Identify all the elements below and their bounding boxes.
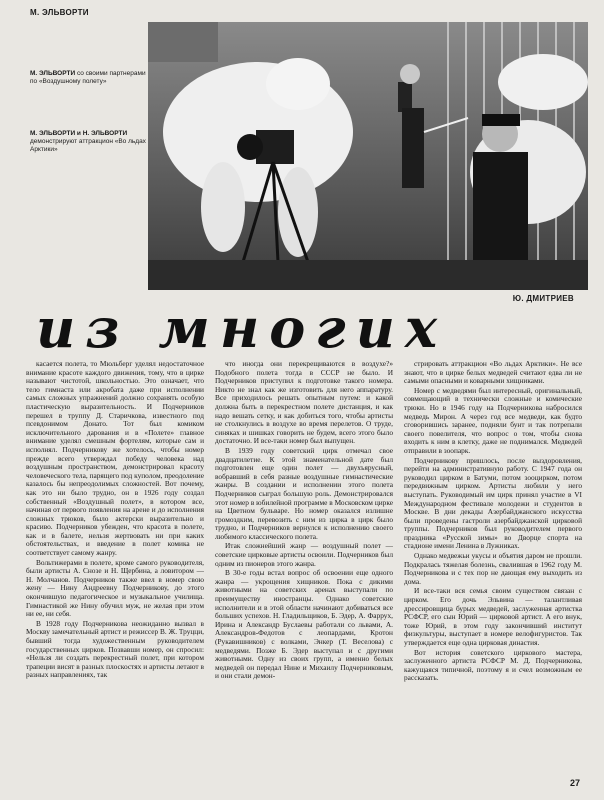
article-title: из многих	[36, 300, 448, 356]
paragraph: Однако медвежьи укусы и объятия даром не прошли. Подкралась тяжелая болезнь, свалившая в 1962 году М. Подчерникова и с тех пор не дающая ему выходить из дома.	[404, 551, 582, 586]
paragraph: В 30-е годы встал вопрос об освоении еще одного жанра — укрощения хищников. Пока с дикими животными на советских аренах выступали по преимуществу иностранцы. Однако советские исполнители и в этой области начинают добиваться все больших успехов. Н. Гладильщиков, Б. Эдер, А. Фаррух, Ирина и Александр Буслаевы работали со львами, А. Александров-Федотов с леопардами, Кротон (Рукавишников) с волками, Энкер (Т. Веселова) с медведями. Позже Б. Эдер выступал и с другими животными. Одну из своих групп, а именно белых медведей он передал Нине и Михаилу Подчерниковым, и они стали демон-	[215, 568, 393, 681]
paragraph: что иногда они перекрещиваются в воздухе?» Подобного полета тогда в СССР не было. И Подчерников приступил к подготовке такого номера. Никто не знал как же изготовить для него аппаратуру. Все приходилось решать опытным путем: и какой должна быть в перекрестном полете дистанция, и как надо вешать сетку, и как добиться того, чтобы артисты не столкнулись в воздухе во время перелетов. О труде, синяках и шишках говорить не будем, всего этого было достаточно. И все-таки номер был выпущен.	[215, 360, 393, 446]
paragraph: В 1939 году советский цирк отмечал свое двадцатилетие. К этой знаменательной дате был подготовлен еще один полет — двухъярусный, вобравший в себя разные воздушные гимнастические жанры. В создании и исполнении этого полета Подчерников сыграл большую роль. Демонстрировался этот номер в юбилейной программе в Московском цирке на Цветном бульваре. Но номер оказался излишне громоздким, перевозить с ним из цирка в цирк было трудно, и Подчерников вернулся к исполнению своего любимого классического полета.	[215, 445, 393, 541]
paragraph: Подчерникову пришлось, после выздоровления, перейти на административную работу. С 1947 года он руководил цирком в Батуми, потом зооцирком, потом передвижным цирком. Артисты любили у него выступать. Руководимый им цирк принял участие в VI Международном фестивале молодежи и студентов в Москве. В дни декады Азербайджанского искусства были проведены гастроли азербайджанской цирковой труппы. Подчерников был руководителем первого праздника «Русской зимы» во Дворце спорта на стадионе имени Ленина в Лужниках.	[404, 455, 582, 551]
paragraph: Номер с медведями был интересный, оригинальный, совмещающий в технически сложные и комические трюки. Но в 1946 году на Подчерникова набросился медведь Мирон. А через год все медведи, как будто сговорившись заранее, подняли бунт и так потрепали своего повелителя, что вопрос о том, чтобы снова входить к ним в клетку, даже не поднимался. Медведей отправили в зоопарк.	[404, 385, 582, 455]
paragraph: Итак сложнейший жанр — воздушный полет — советские цирковые артисты освоили. Подчерников был одним из пионеров этого жанра.	[215, 541, 393, 568]
article-author: Ю. ДМИТРИЕВ	[512, 294, 574, 303]
article-body	[26, 360, 582, 780]
column-3	[404, 360, 582, 780]
circus-photo	[148, 22, 588, 290]
paragraph: касается полета, то Мюльберг уделял недостаточное внимание красоте каждого движения, тому, что в цирке называют чистотой, школьностью. Это означает, что тело гимнаста или акробата даже при исполнении самых сложных упражнений должно сохранять особую пластическую выразительность. И Подчерников перешел в труппу Д. Старичкова, известного под псевдонимом Донато. Тот был комиком исключительного дарования и в «Полете» главное внимание уделял смешным фортелям, которые сам и исполнял. Подчерникову же хотелось, чтобы номер прежде всего утверждал победу человека над воздушным пространством, демонстрировал красоту человеческого тела, парящего под куполом, преодоление казалось бы непреодолимых сложностей. Вот почему, как это ни было трудно, он в 1926 году создал собственный «Воздушный полет», в котором все, начиная от первого появления на арене и до исполнения сложных трюков, было актерски выразительно и красиво. Подчерников убежден, что красота в полете, как и в балете, нельзя жертвовать ни при каких обстоятельствах, и введение в полет комика не соответствует самому жанру.	[26, 360, 204, 558]
column-2	[215, 360, 393, 780]
caption-1-text: со своими партнерами по «Воздушному полету»	[30, 70, 146, 85]
paragraph: Вот история советского циркового мастера, заслуженного артиста РСФСР М. Д. Подчерникова, кажущаяся типичной, поэтому я и счел возможным ее рассказать.	[404, 647, 582, 683]
running-head: М. ЭЛЬВОРТИ	[30, 8, 89, 17]
caption-1-names: М. ЭЛЬВОРТИ	[30, 70, 76, 77]
column-1	[26, 360, 204, 780]
caption-2-text: демонстрируют аттракцион «Во льдах Арктики»	[30, 138, 146, 153]
paragraph: И все-таки вся семья своим существом связан с цирком. Его дочь Эльвина — талантливая дрессировщица бурых медведей, заслуженная артистка РСФСР, его сын Юрий — цирковой артист. А его внук, тоже Юрий, в этом году закончивший институт физкультуры, выступает в номере велофигуристов. Так утверждается еще одна цирковая династия.	[404, 586, 582, 647]
paragraph: стрировать аттракцион «Во льдах Арктики». Не все знают, что в цирке белых медведей считают едва ли не самыми опасными и коварными хищниками.	[404, 360, 582, 386]
caption-2-names: М. ЭЛЬВОРТИ и Н. ЭЛЬВОРТИ	[30, 130, 128, 137]
paragraph: В 1928 году Подчерникова неожиданно вызвал в Москву замечательный артист и режиссер В. Ж. Труцци, бывший тогда художественным руководителем государственных цирков. Позвавши номер, он спросил: «Нельзя ли создать перекрестный полет, при котором трапеции висят в разных плоскостях и артисты летают в разных направлениях, так	[26, 618, 204, 680]
photo-caption-2	[30, 130, 150, 154]
photo-caption-1	[30, 70, 150, 86]
paragraph: Вольтижерами в полете, кроме самого руководителя, были артисты А. Снозе и Н. Щербина, а ловитором — Н. Молчанов. Подчерников также ввел в номер свою жену — Нину Андреевну Подчерникову, до этого окончившую педагогическое и музыкальное училища. Гимнастикой же Нину обучил муж, не желая при этом ни ее, ни себя.	[26, 557, 204, 619]
page-number: 27	[569, 778, 580, 788]
